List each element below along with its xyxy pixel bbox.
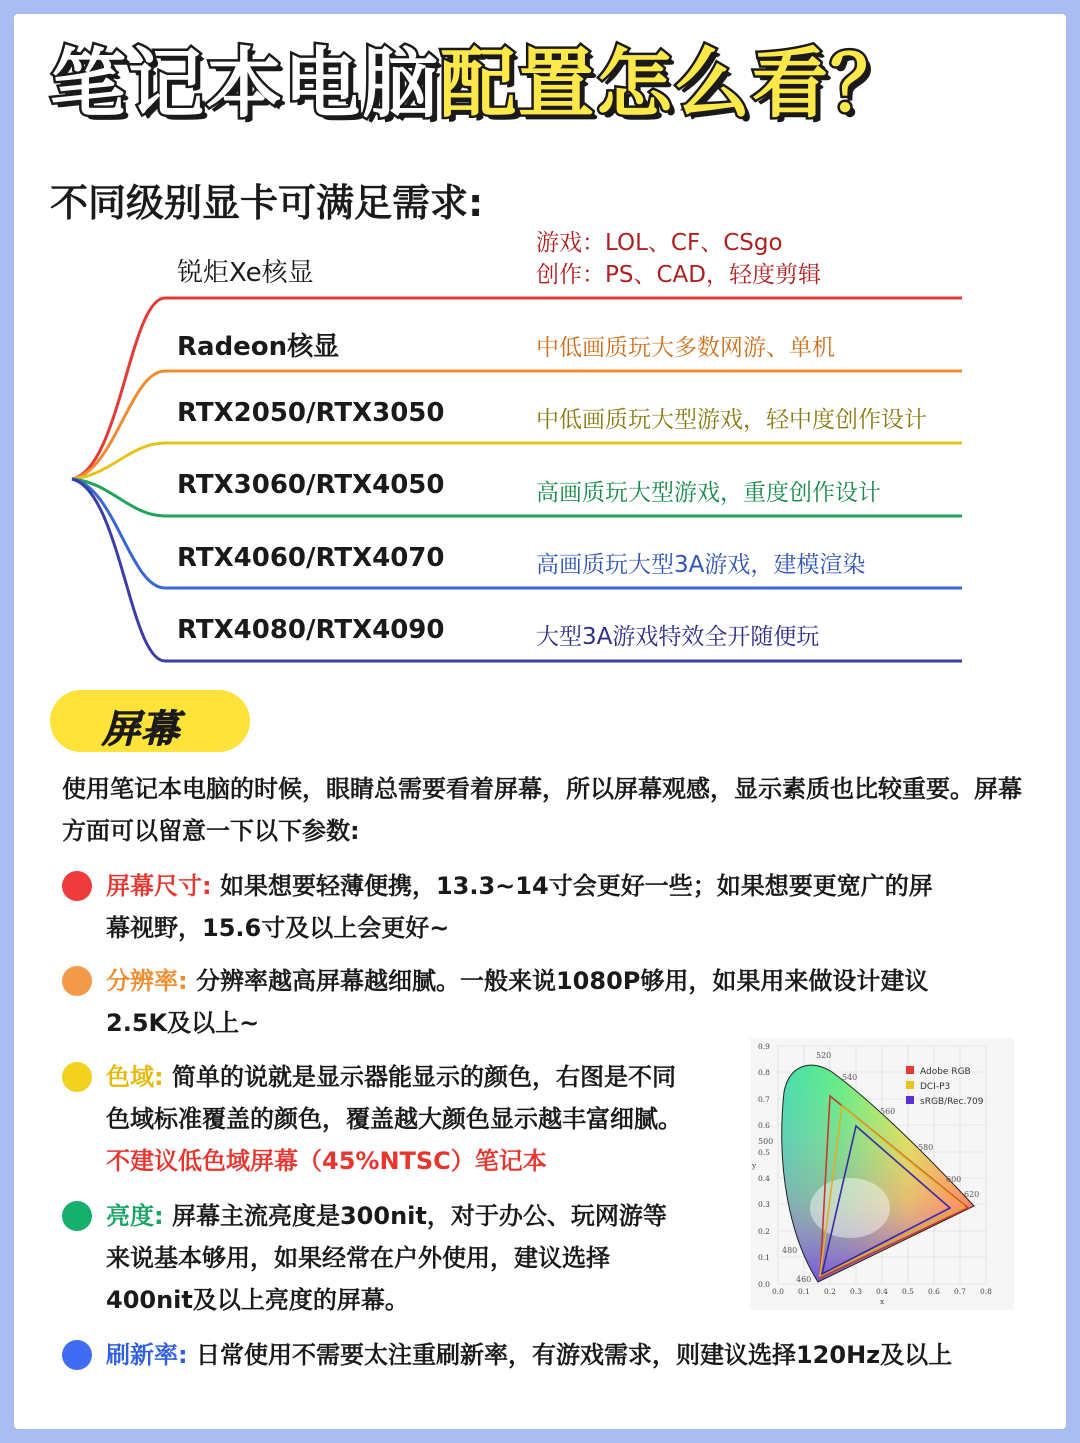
legend-adobe-rgb: Adobe RGB xyxy=(920,1067,971,1077)
bullet-brightness-label: 亮度: xyxy=(106,1202,164,1230)
gpu-desc-3: 高画质玩大型游戏，重度创作设计 xyxy=(536,480,881,506)
wl-500: 500 xyxy=(758,1137,774,1146)
x-tick-1: 0.1 xyxy=(798,1287,810,1296)
bullet-gamut-label: 色域: xyxy=(106,1063,164,1091)
y-tick-0: 0.9 xyxy=(758,1042,770,1051)
bullet-gamut-text1: 简单的说就是显示器能显示的颜色，右图是不同 xyxy=(171,1063,676,1091)
bullet-dot-gamut xyxy=(62,1062,92,1092)
x-tick-7: 0.7 xyxy=(954,1287,966,1296)
bullet-brightness xyxy=(106,1195,736,1321)
bullet-gamut-warning: 不建议低色域屏幕（45%NTSC）笔记本 xyxy=(106,1147,547,1175)
legend-swatch-srgb xyxy=(906,1096,914,1104)
wl-560: 560 xyxy=(880,1107,896,1116)
y-tick-1: 0.8 xyxy=(758,1068,770,1077)
x-tick-3: 0.3 xyxy=(850,1287,862,1296)
bullet-gamut-text2: 色域标准覆盖的颜色，覆盖越大颜色显示越丰富细腻。 xyxy=(106,1105,682,1133)
gpu-desc-5: 大型3A游戏特效全开随便玩 xyxy=(536,624,820,650)
bullet-brightness-text2: 来说基本够用，如果经常在户外使用，建议选择 xyxy=(106,1244,610,1272)
wl-620: 620 xyxy=(964,1190,980,1199)
bullet-brightness-text1: 屏幕主流亮度是300nit，对于办公、玩网游等 xyxy=(171,1202,667,1230)
screen-heading: 屏幕 xyxy=(102,707,181,751)
screen-intro: 使用笔记本电脑的时候，眼睛总需要看着屏幕，所以屏幕观感，显示素质也比较重要。屏幕方面可以留意一下以下参数: xyxy=(62,775,1022,845)
y-tick-3: 0.6 xyxy=(758,1121,770,1130)
bullet-size-text1: 如果想要轻薄便携，13.3~14寸会更好一些；如果想要更宽广的屏 xyxy=(219,872,933,900)
wl-520: 520 xyxy=(816,1051,832,1060)
gpu-name-5: RTX4080/RTX4090 xyxy=(177,615,445,645)
x-tick-5: 0.5 xyxy=(902,1287,914,1296)
gpu-name-2: RTX2050/RTX3050 xyxy=(177,398,445,428)
gpu-name-1: Radeon核显 xyxy=(177,332,340,362)
wl-580: 580 xyxy=(918,1143,934,1152)
legend-srgb: sRGB/Rec.709 xyxy=(920,1097,984,1107)
screen-heading-pill xyxy=(50,690,250,752)
wl-540: 540 xyxy=(842,1073,858,1082)
gpu-subtitle: 不同级别显卡可满足需求: xyxy=(50,181,484,225)
bullet-resolution xyxy=(106,960,1026,1044)
y-tick-2: 0.7 xyxy=(758,1095,770,1104)
bullet-dot-brightness xyxy=(62,1201,92,1231)
gpu-desc-1: 中低画质玩大多数网游、单机 xyxy=(536,335,835,361)
bullet-refresh-text1: 日常使用不需要太注重刷新率，有游戏需求，则建议选择120Hz及以上 xyxy=(195,1341,953,1369)
y-axis-label: y xyxy=(752,1161,757,1170)
bullet-refresh-label: 刷新率: xyxy=(106,1341,188,1369)
gpu-desc-0-line2: 创作：PS、CAD，轻度剪辑 xyxy=(536,262,821,288)
x-axis-label: x xyxy=(880,1297,885,1306)
x-tick-8: 0.8 xyxy=(980,1287,992,1296)
gpu-name-0: 锐炬Xe核显 xyxy=(177,258,314,288)
wl-600: 600 xyxy=(946,1175,962,1184)
bullet-resolution-text2: 2.5K及以上~ xyxy=(106,1009,260,1037)
bullet-dot-size xyxy=(62,871,92,901)
bullet-brightness-text3: 400nit及以上亮度的屏幕。 xyxy=(106,1286,409,1314)
x-tick-2: 0.2 xyxy=(824,1287,836,1296)
x-tick-6: 0.6 xyxy=(928,1287,940,1296)
title-part1: 笔记本电脑 xyxy=(50,39,440,128)
gpu-name-3: RTX3060/RTX4050 xyxy=(177,470,445,500)
y-tick-5: 0.4 xyxy=(758,1174,770,1183)
y-tick-8: 0.1 xyxy=(758,1253,770,1262)
bullet-gamut xyxy=(106,1056,746,1182)
bullet-dot-refresh xyxy=(62,1340,92,1370)
wl-480: 480 xyxy=(782,1246,798,1255)
gpu-desc-2: 中低画质玩大型游戏，轻中度创作设计 xyxy=(536,407,927,433)
gamut-svg xyxy=(750,1038,1014,1310)
bullet-size-label: 屏幕尺寸: xyxy=(106,872,212,900)
legend-swatch-dci xyxy=(906,1081,914,1089)
y-tick-4: 0.5 xyxy=(758,1148,770,1157)
wl-460: 460 xyxy=(796,1275,812,1284)
x-tick-4: 0.4 xyxy=(876,1287,888,1296)
bullet-resolution-text1: 分辨率越高屏幕越细腻。一般来说1080P够用，如果用来做设计建议 xyxy=(195,967,929,995)
legend-swatch-adobe xyxy=(906,1066,914,1074)
bullet-resolution-label: 分辨率: xyxy=(106,967,188,995)
legend-dci-p3: DCI-P3 xyxy=(920,1082,951,1092)
gpu-desc-4: 高画质玩大型3A游戏，建模渲染 xyxy=(536,552,866,578)
bullet-size xyxy=(106,865,1026,949)
bullet-refresh xyxy=(106,1334,1036,1376)
title-part2: 配置怎么看？ xyxy=(440,39,908,128)
bullet-size-text2: 幕视野，15.6寸及以上会更好~ xyxy=(106,914,450,942)
bullet-dot-resolution xyxy=(62,966,92,996)
y-tick-9: 0.0 xyxy=(758,1280,770,1289)
y-tick-6: 0.3 xyxy=(758,1200,770,1209)
color-gamut-chart xyxy=(750,1038,1014,1310)
x-tick-0: 0.0 xyxy=(772,1287,784,1296)
gpu-desc-0-line1: 游戏：LOL、CF、CSgo xyxy=(536,230,783,256)
gpu-name-4: RTX4060/RTX4070 xyxy=(177,543,445,573)
y-tick-7: 0.2 xyxy=(758,1227,770,1236)
